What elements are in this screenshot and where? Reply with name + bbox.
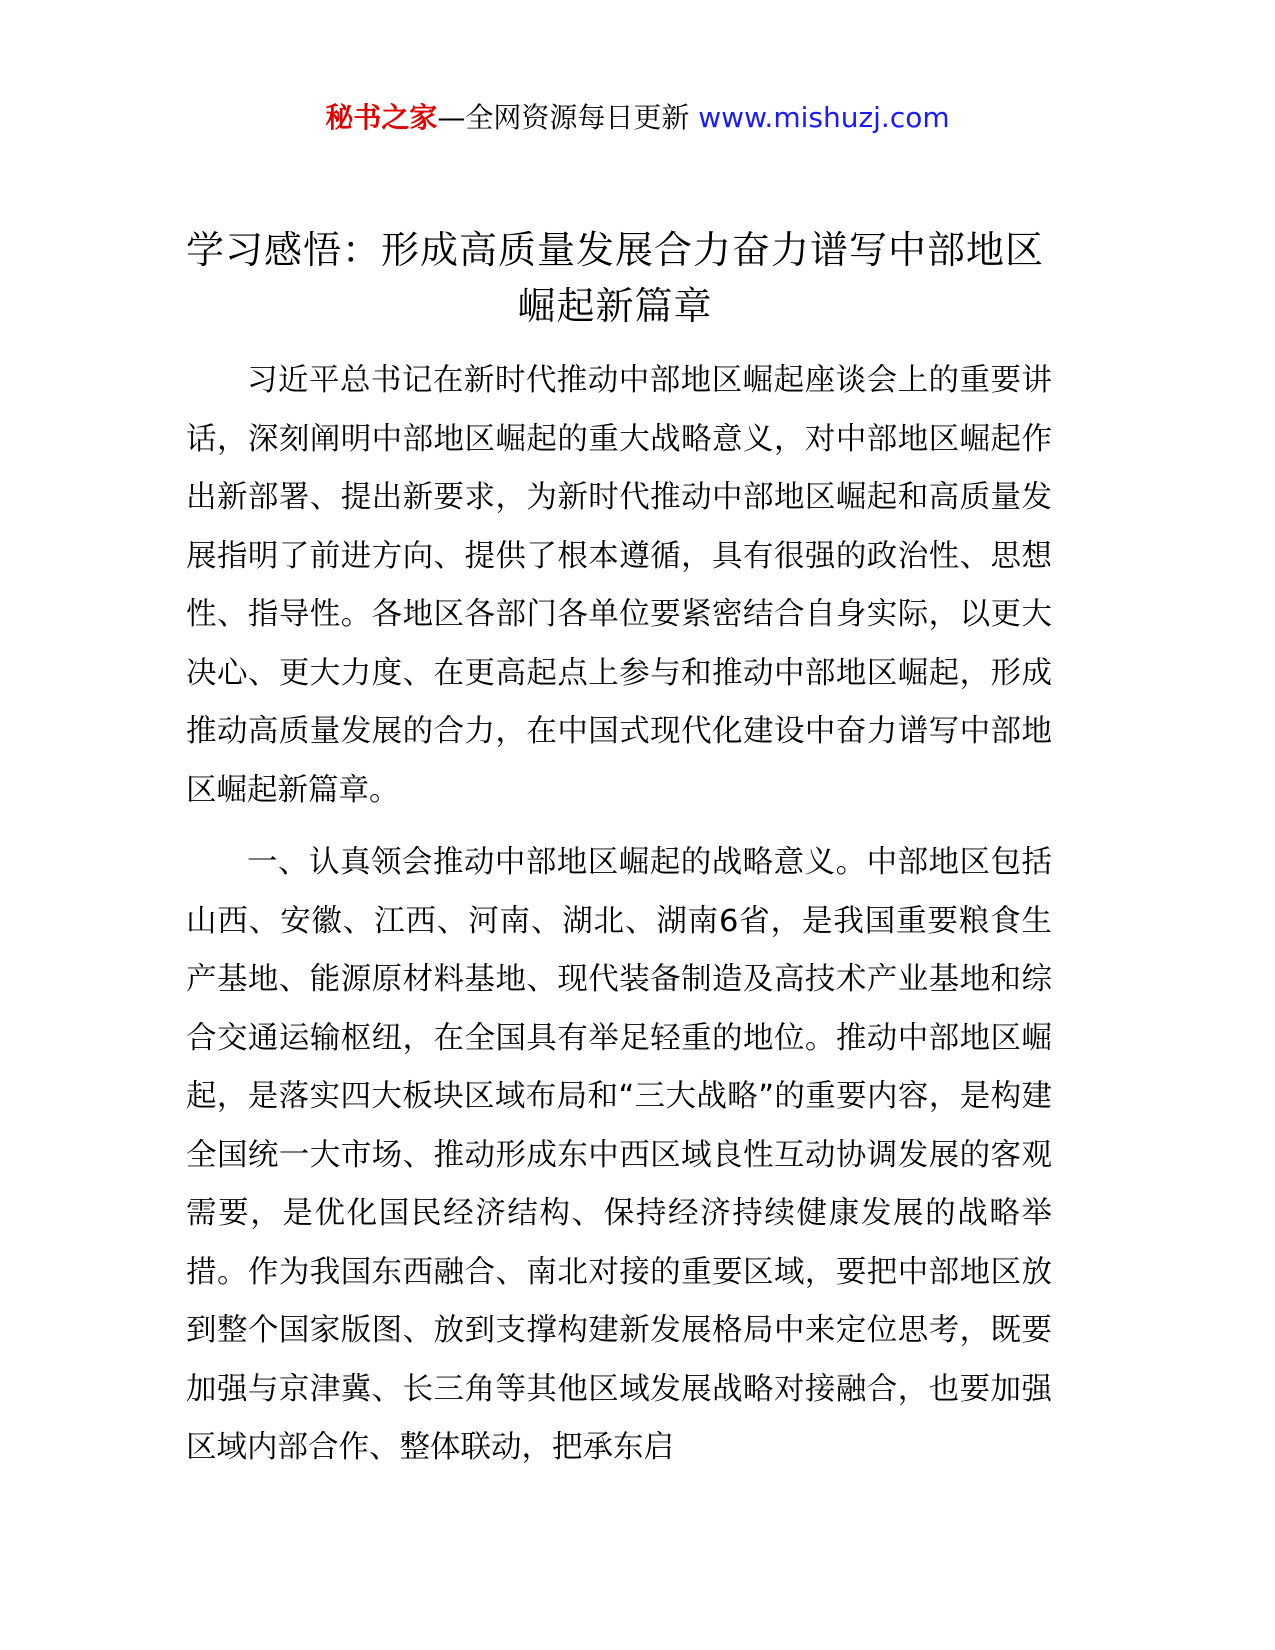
paragraph-section-1: 一、认真领会推动中部地区崛起的战略意义。中部地区包括山西、安徽、江西、河南、湖北、湖南6省，是我国重要粮食生产基地、能源原材料基地、现代装备制造及高技术产业基地和综合交通运输枢纽，在全国具有举足轻重的地位。推动中部地区崛起，是落实四大板块区域布局和“三大战略”的重要内容，是构建全国统一大市场、推动形成东中西区域良性互动协调发展的客观需要，是优化国民经济结构、保持经济持续健康发展的战略举措。作为我国东西融合、南北对接的重要区域，要把中部地区放到整个国家版图、放到支撑构建新发展格局中来定位思考，既要加强与京津冀、长三角等其他区域发展战略对接融合，也要加强区域内部合作、整体联动，把承东启 [186,845,1052,1465]
site-header [0,98,1275,138]
paragraph-intro: 习近平总书记在新时代推动中部地区崛起座谈会上的重要讲话，深刻阐明中部地区崛起的重大战略意义，对中部地区崛起作出新部署、提出新要求，为新时代推动中部地区崛起和高质量发展指明了前进方向、提供了根本遵循，具有很强的政治性、思想性、指导性。各地区各部门各单位要紧密结合自身实际，以更大决心、更大力度、在更高起点上参与和推动中部地区崛起，形成推动高质量发展的合力，在中国式现代化建设中奋力谱写中部地区崛起新篇章。 [186,363,1052,808]
site-url-link[interactable]: www.mishuzj.com [698,101,950,134]
header-tagline: —全网资源每日更新 [437,101,699,134]
document-title: 学习感悟：形成高质量发展合力奋力谱写中部地区崛起新篇章 [185,228,1044,328]
brand-name: 秘书之家 [325,101,438,134]
document-body [186,352,1052,1478]
